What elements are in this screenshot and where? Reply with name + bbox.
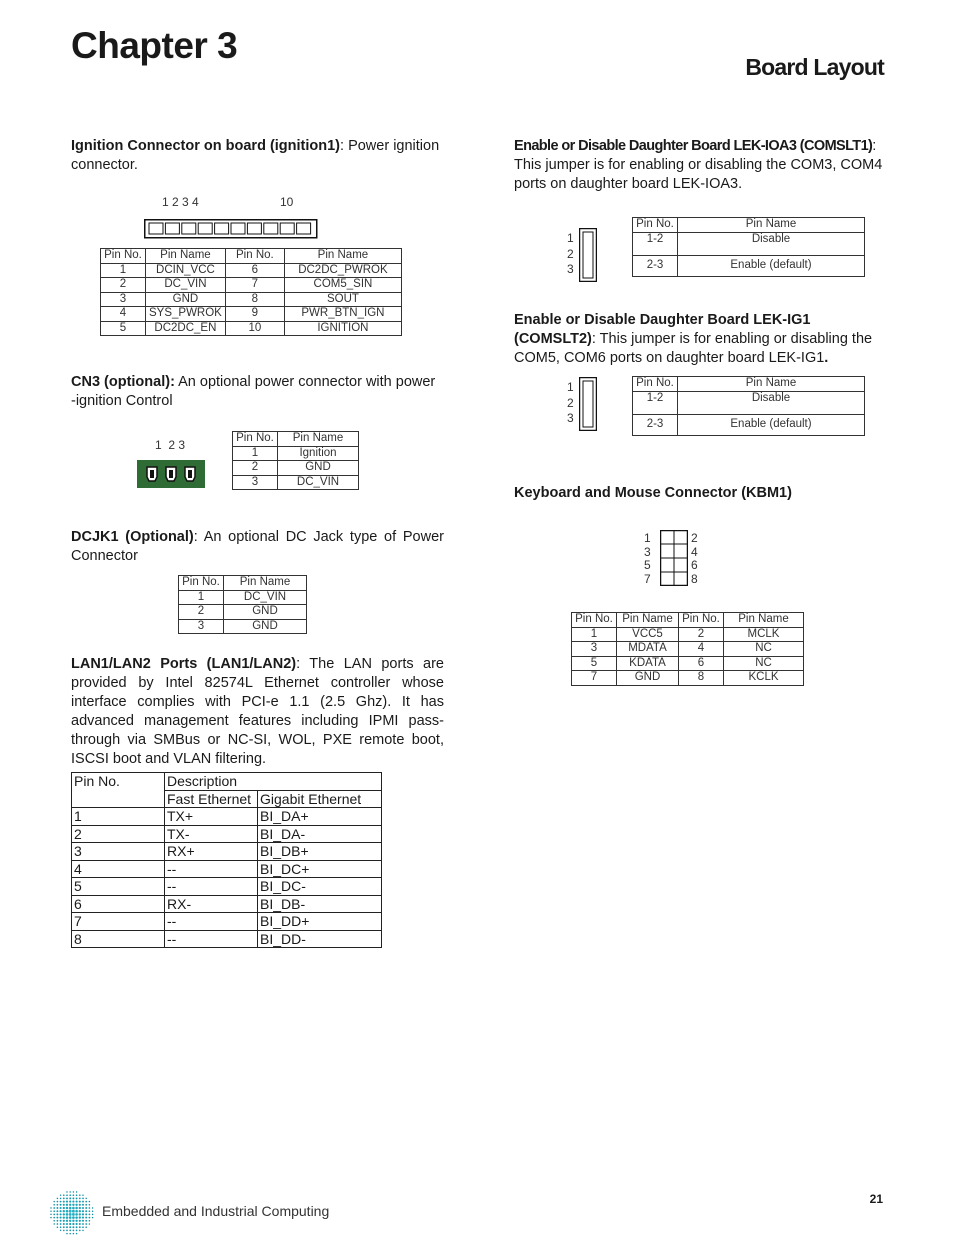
table-cell: 2: [179, 605, 224, 620]
table-cell: COM5_SIN: [284, 278, 401, 293]
connector-pin: [149, 223, 163, 234]
footer-company: Embedded and Industrial Computing: [102, 1203, 330, 1219]
kbm1-pin-numbers-left: [644, 532, 651, 586]
table-cell: 2: [101, 278, 146, 293]
kbm1-pin-table: [571, 612, 804, 686]
table-cell: 4: [679, 642, 724, 657]
connector-pin: [247, 223, 261, 234]
table-cell: IGNITION: [284, 321, 401, 336]
table-cell: 6: [679, 656, 724, 671]
table-row: [233, 461, 359, 476]
table-cell: DC2DC_PWROK: [284, 263, 401, 278]
table-cell: 8: [72, 930, 165, 948]
cn3-title: CN3 (optional):: [71, 374, 175, 390]
table-cell: 1-2: [633, 391, 678, 414]
lan-description: [71, 655, 444, 769]
table-row: [179, 605, 307, 620]
comslt2-pin-table: [632, 376, 865, 436]
comslt1-description: [514, 137, 887, 194]
comslt1-jumper-diagram: [579, 228, 597, 282]
table-row: [101, 307, 402, 322]
table-header: Pin No.: [101, 249, 146, 264]
table-row: [572, 627, 804, 642]
table-cell: BI_DB-: [258, 895, 382, 913]
table-cell: SOUT: [284, 292, 401, 307]
table-cell: TX+: [165, 808, 258, 826]
table-header: Pin No.: [633, 218, 678, 233]
comslt1-title: Enable or Disable Daughter Board LEK-IOA3 (COMSLT1): [514, 138, 873, 154]
ignition-description: [71, 137, 444, 175]
table-cell: Enable (default): [678, 255, 865, 276]
table-header: Fast Ethernet: [165, 790, 258, 808]
table-header: Pin No.: [679, 613, 724, 628]
connector-pin: [182, 223, 196, 234]
table-cell: 2: [72, 825, 165, 843]
pin-number: 1: [567, 231, 574, 245]
connector-pin: [297, 223, 311, 234]
table-cell: 7: [225, 278, 284, 293]
table-cell: Enable (default): [678, 414, 865, 435]
table-cell: 3: [572, 642, 617, 657]
ignition-pin-label-left: 1 2 3 4: [162, 195, 199, 209]
table-cell: --: [165, 860, 258, 878]
table-cell: 3: [72, 843, 165, 861]
table-row: [72, 808, 382, 826]
pin-number: 3: [644, 544, 651, 559]
pin-number: 1: [644, 531, 651, 545]
table-header: Pin No.: [179, 576, 224, 591]
connector-pin: [231, 223, 245, 234]
table-row: [101, 321, 402, 336]
table-cell: 4: [101, 307, 146, 322]
chapter-title: Chapter 3: [71, 25, 238, 66]
table-cell: MCLK: [724, 627, 804, 642]
connector-pin: [280, 223, 294, 234]
table-row: [72, 913, 382, 931]
table-header-row: [633, 377, 865, 392]
table-header: Pin Name: [284, 249, 401, 264]
ignition-text: : Power ignition connector.: [71, 138, 440, 173]
table-cell: PWR_BTN_IGN: [284, 307, 401, 322]
table-header: Pin Name: [617, 613, 679, 628]
table-row: [101, 263, 402, 278]
table-header: Gigabit Ethernet: [258, 790, 382, 808]
dcjk1-title: DCJK1 (Optional): [71, 529, 194, 545]
table-header-row: [633, 218, 865, 233]
table-header-row: [179, 576, 307, 591]
lan-pin-table: [71, 772, 382, 948]
dcjk1-description: [71, 528, 444, 566]
pin-number: 3: [567, 411, 574, 425]
table-header: Pin Name: [146, 249, 226, 264]
table-header-row: [572, 613, 804, 628]
table-cell: 6: [72, 895, 165, 913]
table-cell: 1: [101, 263, 146, 278]
table-cell: DCIN_VCC: [146, 263, 226, 278]
table-cell: 2-3: [633, 414, 678, 435]
table-row: [179, 590, 307, 605]
table-row: [72, 825, 382, 843]
table-cell: 7: [72, 913, 165, 931]
pin-number: 4: [691, 544, 698, 559]
ignition-pin-table: [100, 248, 402, 336]
table-cell: RX-: [165, 895, 258, 913]
table-row: [72, 878, 382, 896]
connector-pin: [264, 223, 278, 234]
table-cell: 10: [225, 321, 284, 336]
table-cell: GND: [278, 461, 359, 476]
table-cell: --: [165, 878, 258, 896]
table-row: [233, 446, 359, 461]
table-header: Pin No.: [572, 613, 617, 628]
table-header: Pin No.: [225, 249, 284, 264]
table-cell: 1: [233, 446, 278, 461]
table-row: [572, 656, 804, 671]
table-row: [179, 619, 307, 634]
comslt1-pin-table: [632, 217, 865, 277]
cn3-pin-labels: 1 2 3: [155, 438, 186, 452]
connector-pin: [165, 223, 179, 234]
pin-number: 1: [567, 380, 574, 394]
ignition-title: Ignition Connector on board (ignition1): [71, 138, 341, 154]
table-cell: SYS_PWROK: [146, 307, 226, 322]
table-cell: 1: [179, 590, 224, 605]
pin-number: 2: [567, 395, 574, 410]
comslt2-jumper-diagram: [579, 377, 597, 431]
comslt2-description: [514, 311, 887, 368]
table-header: Description: [165, 773, 382, 791]
table-cell: 1: [72, 808, 165, 826]
comslt2-pin-numbers: [567, 380, 574, 427]
comslt2-text-end: .: [824, 350, 829, 366]
table-cell: 2: [679, 627, 724, 642]
table-cell: 3: [179, 619, 224, 634]
pin-number: 2: [691, 531, 698, 545]
table-cell: BI_DA-: [258, 825, 382, 843]
table-row: [233, 475, 359, 490]
table-cell: BI_DC+: [258, 860, 382, 878]
comslt1-pin-numbers: [567, 231, 574, 278]
table-cell: --: [165, 913, 258, 931]
table-header: Pin Name: [278, 432, 359, 447]
table-row: [72, 860, 382, 878]
kbm1-header-diagram: [660, 530, 688, 586]
table-row: [101, 278, 402, 293]
pin-number: 2: [567, 246, 574, 261]
table-cell: 8: [225, 292, 284, 307]
comslt2-text: : This jumper is for enabling or disabling the COM5, COM6 ports on daughter board LEK-IG1: [514, 331, 873, 366]
ignition-connector-diagram: [144, 219, 318, 239]
table-cell: 7: [572, 671, 617, 686]
table-cell: 5: [72, 878, 165, 896]
table-cell: NC: [724, 656, 804, 671]
table-cell: 3: [101, 292, 146, 307]
table-cell: Disable: [678, 232, 865, 255]
connector-pin: [215, 223, 229, 234]
table-cell: DC_VIN: [146, 278, 226, 293]
table-header: Pin Name: [678, 377, 865, 392]
table-cell: BI_DB+: [258, 843, 382, 861]
kbm1-title: Keyboard and Mouse Connector (KBM1): [514, 485, 792, 501]
table-cell: Disable: [678, 391, 865, 414]
cn3-connector-diagram: [137, 460, 205, 488]
cn3-text: An optional power connector with power -ignition Control: [71, 374, 436, 409]
table-cell: 1-2: [633, 232, 678, 255]
table-header-row: [72, 773, 382, 791]
table-header-row: [233, 432, 359, 447]
table-row: [633, 255, 865, 276]
table-header: Pin Name: [224, 576, 307, 591]
table-cell: BI_DA+: [258, 808, 382, 826]
cn3-pin-table: [232, 431, 359, 490]
table-cell: 9: [225, 307, 284, 322]
table-cell: BI_DD+: [258, 913, 382, 931]
table-row: [633, 414, 865, 435]
dcjk1-text: : An optional DC Jack type of Power Connector: [71, 529, 444, 564]
lan-title: LAN1/LAN2 Ports (LAN1/LAN2): [71, 656, 297, 672]
table-cell: GND: [617, 671, 679, 686]
comslt1-text: : This jumper is for enabling or disabling the COM3, COM4 ports on daughter board LEK-IOA3.: [514, 138, 883, 192]
table-cell: NC: [724, 642, 804, 657]
table-header-row: [101, 249, 402, 264]
comslt2-title: Enable or Disable Daughter Board LEK-IG1 (COMSLT2): [514, 312, 811, 347]
table-cell: --: [165, 930, 258, 948]
table-row: [72, 930, 382, 948]
dcjk1-pin-table: [178, 575, 307, 634]
table-cell: RX+: [165, 843, 258, 861]
kbm1-description: [514, 484, 792, 503]
table-cell: KCLK: [724, 671, 804, 686]
table-cell: VCC5: [617, 627, 679, 642]
table-cell: 5: [572, 656, 617, 671]
table-row: [72, 843, 382, 861]
table-cell: DC_VIN: [224, 590, 307, 605]
table-row: [72, 895, 382, 913]
table-cell: GND: [224, 619, 307, 634]
connector-pin: [198, 223, 212, 234]
table-row: [572, 671, 804, 686]
table-cell: BI_DC-: [258, 878, 382, 896]
table-cell: 3: [233, 475, 278, 490]
pin-number: 6: [691, 558, 698, 572]
table-cell: GND: [146, 292, 226, 307]
table-cell: 8: [679, 671, 724, 686]
table-cell: GND: [224, 605, 307, 620]
table-header: Pin No.: [633, 377, 678, 392]
page-number: 21: [869, 1192, 883, 1206]
table-cell: 2: [233, 461, 278, 476]
table-cell: MDATA: [617, 642, 679, 657]
table-cell: Ignition: [278, 446, 359, 461]
table-cell: 4: [72, 860, 165, 878]
table-row: [101, 292, 402, 307]
kbm1-pin-numbers-right: [691, 532, 698, 586]
table-cell: 5: [101, 321, 146, 336]
table-cell: TX-: [165, 825, 258, 843]
table-header: Pin No.: [72, 773, 165, 808]
company-logo-icon: [49, 1190, 95, 1236]
ignition-pin-label-right: 10: [280, 195, 294, 209]
table-header: Pin Name: [724, 613, 804, 628]
table-cell: 2-3: [633, 255, 678, 276]
table-cell: KDATA: [617, 656, 679, 671]
cn3-description: [71, 373, 444, 411]
pin-number: 5: [644, 558, 651, 572]
table-row: [572, 642, 804, 657]
pin-number: 7: [644, 571, 651, 586]
section-title: Board Layout: [745, 54, 884, 80]
table-cell: 6: [225, 263, 284, 278]
table-cell: DC_VIN: [278, 475, 359, 490]
table-header: Pin Name: [678, 218, 865, 233]
table-header: Pin No.: [233, 432, 278, 447]
table-cell: BI_DD-: [258, 930, 382, 948]
table-cell: 1: [572, 627, 617, 642]
pin-number: 3: [567, 262, 574, 276]
table-cell: DC2DC_EN: [146, 321, 226, 336]
table-row: [633, 232, 865, 255]
pin-number: 8: [691, 571, 698, 586]
table-row: [633, 391, 865, 414]
lan-text: : The LAN ports are provided by Intel 82574L Ethernet controller whose interface complies with PCI-e 1.1 (2.5 Ghz). It has advanced management features including IPMI pass-through via SMBus or NC-SI, WOL, PXE remote boot, ISCSI boot and VLAN filtering.: [71, 656, 444, 767]
